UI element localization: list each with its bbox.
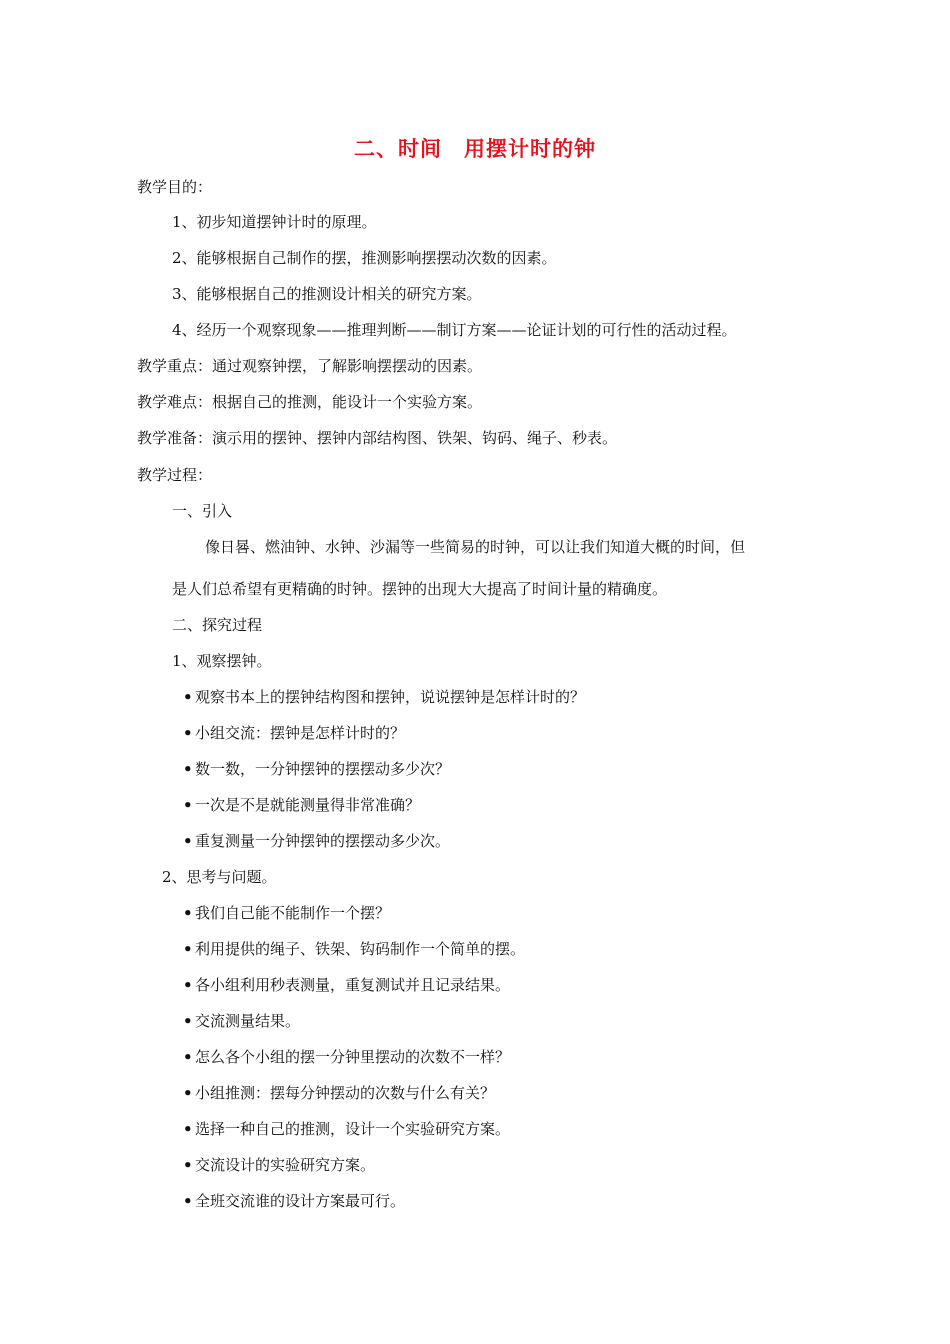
objective-item: 2、能够根据自己制作的摆，推测影响摆摆动次数的因素。 xyxy=(172,249,557,267)
list-item: • 交流设计的实验研究方案。 xyxy=(183,1156,376,1174)
bullet-icon: • xyxy=(183,940,193,958)
page-title: 二、时间 用摆计时的钟 xyxy=(354,137,596,161)
difficulty: 教学难点：根据自己的推测，能设计一个实验方案。 xyxy=(137,393,483,411)
bullet-icon: • xyxy=(183,796,193,814)
list-item: • 小组交流：摆钟是怎样计时的？ xyxy=(183,724,406,742)
list-item: • 各小组利用秒表测量，重复测试并且记录结果。 xyxy=(183,976,511,994)
section1-paragraph-line: 是人们总希望有更精确的时钟。摆钟的出现大大提高了时间计量的精确度。 xyxy=(172,580,668,598)
section2-heading: 二、探究过程 xyxy=(172,616,263,634)
bullet-icon: • xyxy=(183,1156,193,1174)
list-item: • 重复测量一分钟摆钟的摆摆动多少次。 xyxy=(183,832,451,850)
key-point: 教学重点：通过观察钟摆，了解影响摆摆动的因素。 xyxy=(137,357,483,375)
bullet-icon: • xyxy=(183,1048,193,1066)
bullet-icon: • xyxy=(183,1084,193,1102)
list-item: • 一次是不是就能测量得非常准确？ xyxy=(183,796,421,814)
bullet-icon: • xyxy=(183,1192,193,1210)
objective-item: 4、经历一个观察现象——推理判断——制订方案——论证计划的可行性的活动过程。 xyxy=(172,321,737,339)
bullet-icon: • xyxy=(183,760,193,778)
list-item: • 观察书本上的摆钟结构图和摆钟，说说摆钟是怎样计时的？ xyxy=(183,688,586,706)
list-item: • 全班交流谁的设计方案最可行。 xyxy=(183,1192,406,1210)
bullet-icon: • xyxy=(183,904,193,922)
section1-heading: 一、引入 xyxy=(172,502,233,520)
preparation: 教学准备：演示用的摆钟、摆钟内部结构图、铁架、钩码、绳子、秒表。 xyxy=(137,429,618,447)
step1-heading: 1、观察摆钟。 xyxy=(172,652,272,670)
bullet-icon: • xyxy=(183,688,193,706)
objective-item: 1、初步知道摆钟计时的原理。 xyxy=(172,213,377,231)
bullet-icon: • xyxy=(183,1012,193,1030)
list-item: • 怎么各个小组的摆一分钟里摆动的次数不一样？ xyxy=(183,1048,511,1066)
bullet-icon: • xyxy=(183,1120,193,1138)
list-item: • 利用提供的绳子、铁架、钩码制作一个简单的摆。 xyxy=(183,940,526,958)
list-item: • 选择一种自己的推测，设计一个实验研究方案。 xyxy=(183,1120,511,1138)
bullet-icon: • xyxy=(183,832,193,850)
process-heading: 教学过程： xyxy=(137,466,213,484)
list-item: • 小组推测：摆每分钟摆动的次数与什么有关？ xyxy=(183,1084,496,1102)
step2-heading: 2、思考与问题。 xyxy=(162,868,277,886)
list-item: • 交流测量结果。 xyxy=(183,1012,301,1030)
list-item: • 我们自己能不能制作一个摆？ xyxy=(183,904,391,922)
objective-item: 3、能够根据自己的推测设计相关的研究方案。 xyxy=(172,285,482,303)
bullet-icon: • xyxy=(183,976,193,994)
list-item: • 数一数，一分钟摆钟的摆摆动多少次？ xyxy=(183,760,451,778)
section1-paragraph-line: 像日晷、燃油钟、水钟、沙漏等一些简易的时钟，可以让我们知道大概的时间，但 xyxy=(205,538,746,556)
objectives-heading: 教学目的： xyxy=(137,178,213,196)
bullet-icon: • xyxy=(183,724,193,742)
